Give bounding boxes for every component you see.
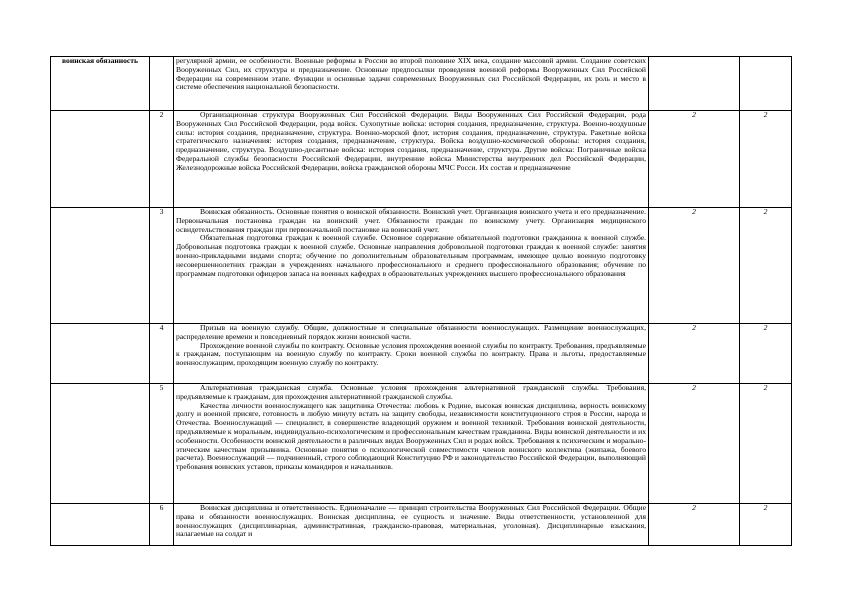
lesson-content: [174, 324, 649, 384]
table-row: [51, 57, 792, 111]
hours-cell: 2: [740, 111, 792, 208]
section-title: [51, 504, 150, 546]
content-paragraph: Прохождение военной службы по контракту. Основные условия прохождения военной службы по контракту. Требования, предъявляемые к гражданам, поступающим на военную службу по контракту. Сроки военной службы по контракту. Права и льготы, предоставляемые военнослужащим, проходящим военную службу по контракту.: [176, 340, 646, 368]
content-paragraph: Обязательная подготовка граждан к военной службе. Основное содержание обязательной подготовки гражданина к военной службе. Добровольная подготовка граждан к военной службе. Основные направления добровольной подготовки граждан к военной службе: занятия военно-прикладными видами спорта; обучение по дополнительным образовательным программам, имеющее целью военную подготовку несовершеннолетних граждан в учреждениях начального профессионального и среднего профессионального образования; обучение по программам подготовки офицеров запаса на военных кафедрах в образовательных учреждениях высшего профессионального образования: [176, 233, 646, 278]
section-title: [51, 208, 150, 324]
hours-cell: [740, 57, 792, 111]
table-row: [51, 384, 792, 504]
lesson-content: [174, 384, 649, 504]
content-paragraph: Качества личности военнослужащего как защитника Отечества: любовь к Родине, высокая воинская дисциплина, верность воинскому долгу и военной присяге, готовность в любую минуту встать на защиту свободы, независимости конституционного строя в России, народа и Отечества. Военнослужащий — специалист, в совершенстве владеющий оружием и военной техникой. Требования воинской деятельности, предъявляемые к моральным, индивидуально-психологическим и профессиональным качествам гражданина. Виды воинской деятельности и их особенности. Особенности воинской деятельности в различных видах Вооруженных Сил и родах войск. Требования к психическим и морально-этическим качествам призывника. Основные понятия о психологической совместимости членов воинского коллектива (экипажа, боевого расчета). Военнослужащий — подчиненный, строго соблюдающий Конституцию РФ и законодательство Российской Федерации, выполняющий требования воинских уставов, приказы командиров и начальников.: [176, 400, 646, 472]
content-paragraph: Призыв на военную службу. Общие, должностные и специальные обязанности военнослужащих. Размещение военнослужащих, распределение времени и повседневный порядок жизни воинской части.: [176, 323, 646, 341]
hours-cell: 2: [740, 384, 792, 504]
section-title: [51, 111, 150, 208]
hours-cell: 2: [740, 324, 792, 384]
hours-cell: 2: [649, 504, 740, 546]
row-number: 6: [150, 504, 174, 546]
content-paragraph: Альтернативная гражданская служба. Основные условия прохождения альтернативной гражданской службы. Требования, предъявляемые к гражданам, для прохождения альтернативной гражданской службы.: [176, 383, 646, 401]
row-number: 2: [150, 111, 174, 208]
lesson-content: [174, 57, 649, 111]
hours-cell: 2: [740, 504, 792, 546]
table-row: [51, 504, 792, 546]
row-number: 5: [150, 384, 174, 504]
table-row: [51, 208, 792, 324]
curriculum-table: [50, 56, 792, 546]
hours-cell: [649, 57, 740, 111]
hours-cell: 2: [649, 111, 740, 208]
section-title: [51, 384, 150, 504]
hours-cell: 2: [740, 208, 792, 324]
lesson-content: [174, 504, 649, 546]
row-number: [150, 57, 174, 111]
section-title: [51, 324, 150, 384]
hours-cell: 2: [649, 324, 740, 384]
table-row: [51, 324, 792, 384]
hours-cell: 2: [649, 384, 740, 504]
lesson-content: [174, 111, 649, 208]
section-title: воинская обязанность: [51, 57, 150, 111]
lesson-content: [174, 208, 649, 324]
content-paragraph: регулярной армии, ее особенности. Военные реформы в России во второй половине XIX века, создание массовой армии. Создание советских Вооруженных Сил, их структура и предназначение. Основные предпосылки проведения военной реформы Вооруженных Сил Российской Федерации на современном этапе. Функции и основные задачи современных Вооруженных сил Российской Федерации, их роль и место в системе обеспечения национальной безопасности.: [176, 56, 646, 92]
document-page: [50, 56, 842, 546]
hours-cell: 2: [649, 208, 740, 324]
content-paragraph: Воинская дисциплина и ответственность. Единоначалие — принцип строительства Вооруженных Сил Российской Федерации. Общие права и обязанности военнослужащих. Воинская дисциплина, ее сущность и значение. Виды ответственности, установленной для военнослужащих (дисциплинарная, административная, гражданско-правовая, материальная, уголовная). Дисциплинарные взыскания, налагаемые на солдат и: [176, 503, 646, 539]
content-paragraph: Воинская обязанность. Основные понятия о воинской обязанности. Воинский учет. Организация воинского учета и его предназначение. Первоначальная постановка граждан на воинский учет. Обязанности граждан по воинскому учету. Организация медицинского освидетельствования граждан при первоначальной постановке на воинский учет.: [176, 207, 646, 234]
table-row: [51, 111, 792, 208]
row-number: 4: [150, 324, 174, 384]
content-paragraph: Организационная структура Вооруженных Сил Российской Федерации. Виды Вооруженных Сил Российской Федерации, рода Вооруженных Сил Российской Федерации, рода войск. Сухопутные войска: история создания, предназначение, структура. Военно-воздушные силы: история создания, предназначение, структура. Военно-морской флот, история создания, предназначение, структура. Ракетные войска стратегического назначения: история создания, предназначение, структура. Войска воздушно-космической обороны: история создания, предназначение, структура. Воздушно-десантные войска: история создания, предназначение, структура. Другие войска: Пограничные войска Федеральной службы безопасности Российской Федерации, внутренние войска Министерства внутренних дел Российской Федерации, Железнодорожные войска Российской Федерации, войска гражданской обороны МЧС Росси. Их состав и предназначение: [176, 110, 646, 172]
row-number: 3: [150, 208, 174, 324]
